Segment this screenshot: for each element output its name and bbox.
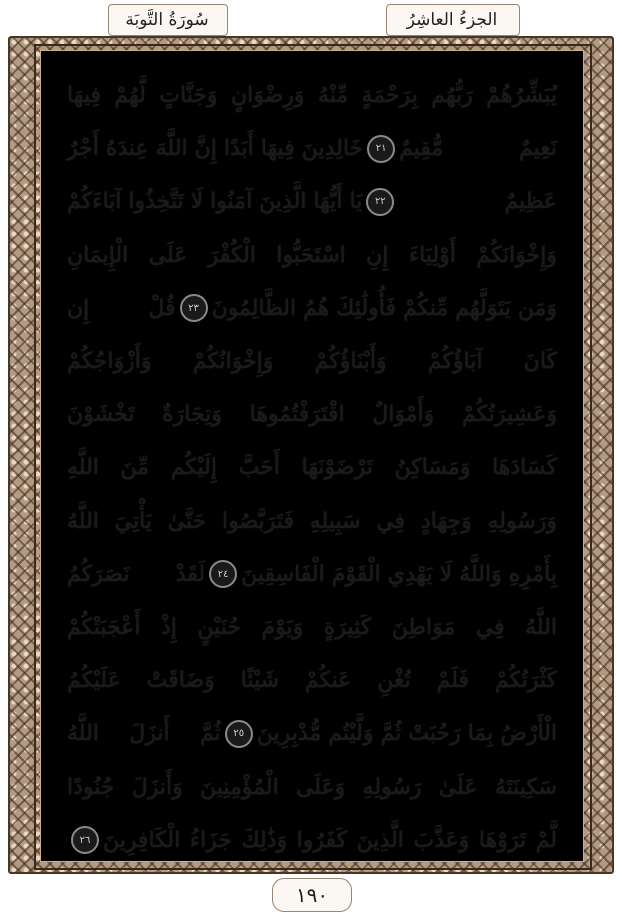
verse-line bbox=[41, 548, 583, 601]
verse-text: وَرَسُولِهِ وَجِهَادٍ فِي سَبِيلِهِ فَتَرَبَّصُوا حَتَّىٰ يَأْتِيَ اللَّهُ bbox=[67, 508, 557, 534]
verse-text: خَالِدِينَ فِيهَا أَبَدًا إِنَّ اللَّهَ عِندَهُ أَجْرٌ bbox=[67, 136, 364, 162]
verse-text: كَانَ آبَاؤُكُمْ وَأَبْنَاؤُكُمْ وَإِخْوَانُكُمْ وَأَزْوَاجُكُمْ bbox=[67, 349, 557, 375]
verse-text: الْأَرْضُ بِمَا رَحُبَتْ ثُمَّ وَلَّيْتُم مُّدْبِرِينَ bbox=[256, 721, 557, 747]
verse-text: عَظِيمٌ bbox=[504, 189, 557, 215]
verse-text: ثُمَّ أَنزَلَ اللَّهُ bbox=[67, 721, 221, 747]
aya-number-marker: ٢١ bbox=[367, 135, 395, 163]
aya-number-marker: ٢٣ bbox=[180, 294, 208, 322]
verse-text: وَمَن يَتَوَلَّهُم مِّنكُمْ فَأُولَٰئِكَ هُمُ الظَّالِمُونَ bbox=[211, 295, 557, 321]
aya-number-marker: ٢٤ bbox=[209, 560, 237, 588]
verse-line bbox=[41, 122, 583, 175]
text-panel bbox=[40, 50, 584, 862]
page-number: ١٩٠ bbox=[272, 878, 352, 912]
verse-text: سَكِينَتَهُ عَلَىٰ رَسُولِهِ وَعَلَى الْمُؤْمِنِينَ وَأَنزَلَ جُنُودًا bbox=[67, 774, 557, 800]
aya-number-marker: ٢٦ bbox=[71, 826, 99, 854]
verse-line bbox=[41, 175, 583, 228]
verse-line bbox=[41, 229, 583, 282]
verse-line bbox=[41, 388, 583, 441]
verse-text: لَّمْ تَرَوْهَا وَعَذَّبَ الَّذِينَ كَفَرُوا وَذَٰلِكَ جَزَاءُ الْكَافِرِينَ bbox=[103, 827, 557, 853]
verse-line bbox=[41, 760, 583, 813]
verse-text: وَعَشِيرَتُكُمْ وَأَمْوَالٌ اقْتَرَفْتُمُوهَا وَتِجَارَةٌ تَخْشَوْنَ bbox=[67, 402, 557, 428]
verse-line bbox=[41, 282, 583, 335]
verse-text: كَسَادَهَا وَمَسَاكِنُ تَرْضَوْنَهَا أَحَبَّ إِلَيْكُم مِّنَ اللَّهِ bbox=[67, 455, 557, 481]
verse-line bbox=[41, 441, 583, 494]
verse-text: وَإِخْوَانَكُمْ أَوْلِيَاءَ إِنِ اسْتَحَبُّوا الْكُفْرَ عَلَى الْإِيمَانِ bbox=[67, 242, 557, 268]
verse-line bbox=[41, 495, 583, 548]
verse-line bbox=[41, 654, 583, 707]
verse-line bbox=[41, 814, 583, 867]
verse-text: يَا أَيُّهَا الَّذِينَ آمَنُوا لَا تَتَّخِذُوا آبَاءَكُمْ bbox=[67, 189, 363, 215]
verse-line bbox=[41, 707, 583, 760]
verse-text: كَثْرَتُكُمْ فَلَمْ تُغْنِ عَنكُمْ شَيْئًا وَضَاقَتْ عَلَيْكُمُ bbox=[67, 668, 557, 694]
surah-label: سُورَةُ التَّوبَة bbox=[125, 10, 209, 30]
juz-label: الجزءُ العاشِرُ bbox=[406, 10, 498, 30]
verse-line bbox=[41, 601, 583, 654]
aya-number-marker: ٢٥ bbox=[225, 720, 253, 748]
verse-line bbox=[41, 69, 583, 122]
verse-line bbox=[41, 335, 583, 388]
verse-text: يُبَشِّرُهُمْ رَبُّهُم بِرَحْمَةٍ مِّنْهُ وَرِضْوَانٍ وَجَنَّاتٍ لَّهُمْ فِيهَا bbox=[67, 83, 557, 109]
verse-text: قُلْ إِن bbox=[67, 295, 176, 321]
verse-lines bbox=[41, 69, 583, 867]
verse-text: اللَّهُ فِي مَوَاطِنَ كَثِيرَةٍ وَيَوْمَ حُنَيْنٍ إِذْ أَعْجَبَتْكُمْ bbox=[67, 614, 557, 640]
verse-text: نَعِيمٌ مُّقِيمٌ bbox=[399, 136, 557, 162]
verse-text: بِأَمْرِهِ وَاللَّهُ لَا يَهْدِي الْقَوْمَ الْفَاسِقِينَ bbox=[241, 561, 557, 587]
aya-number-marker: ٢٢ bbox=[366, 188, 394, 216]
verse-text: لَقَدْ نَصَرَكُمُ bbox=[67, 561, 206, 587]
